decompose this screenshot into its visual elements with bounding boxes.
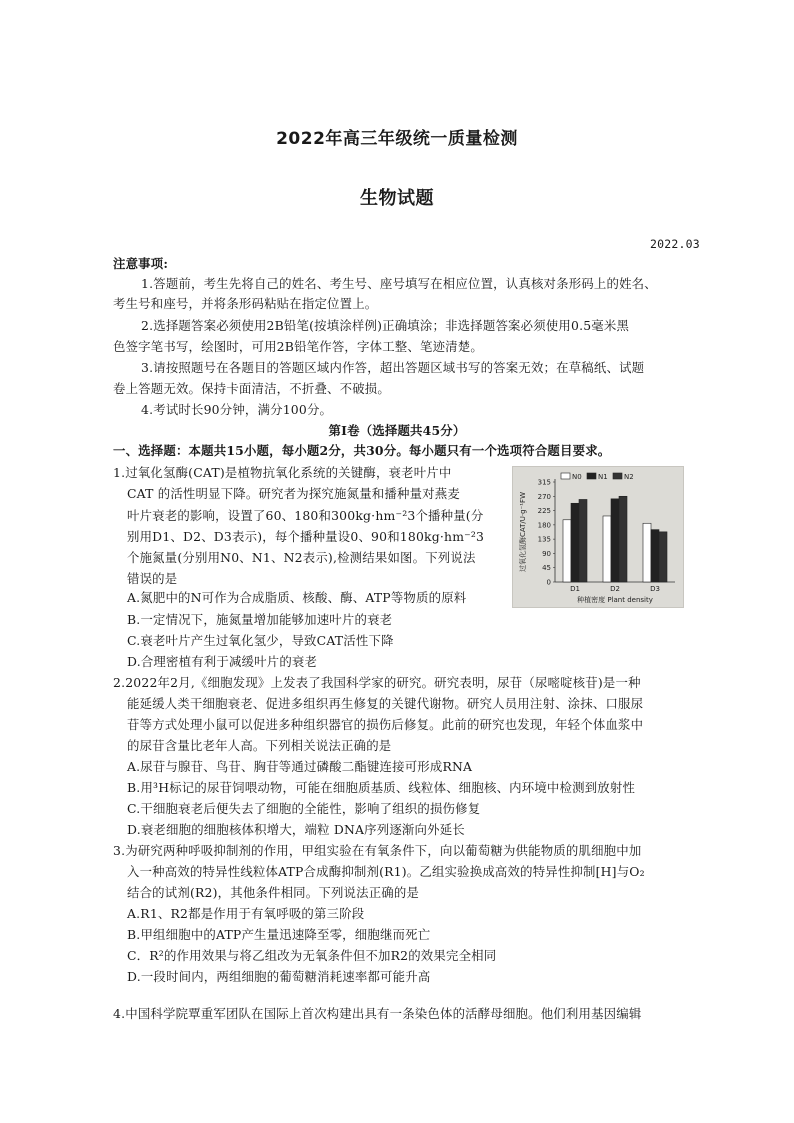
exam-title: 2022年高三年级统一质量检测 <box>276 129 518 149</box>
question-2-option-d: D.衰老细胞的细胞核体积增大，端粒 DNA序列逐渐向外延长 <box>127 822 465 837</box>
y-tick-label: 45 <box>542 564 551 573</box>
exam-subject: 生物试题 <box>360 188 434 209</box>
y-tick-label: 135 <box>537 535 551 544</box>
notes-line: 2.选择题答案必须使用2B铅笔(按填涂样例)正确填涂；非选择题答案必须使用0.5毫米黑 <box>141 318 630 333</box>
section-heading: 第Ⅰ卷（选择题共45分） <box>328 423 466 438</box>
bar-n1-d1 <box>571 503 579 582</box>
question-1-line: 个施氮量(分别用N0、N1、N2表示),检测结果如图。下列说法 <box>127 550 476 565</box>
question-2-option-a: A.尿苷与腺苷、鸟苷、胸苷等通过磷酸二酯键连接可形成RNA <box>127 759 473 774</box>
notes-line: 卷上答题无效。保持卡面清洁，不折叠、不破损。 <box>113 381 390 396</box>
question-1-option-c: C.衰老叶片产生过氧化氢少，导致CAT活性下降 <box>127 633 394 648</box>
question-1-line: 错误的是 <box>127 571 178 586</box>
question-3-option-a: A.R1、R2都是作用于有氧呼吸的第三阶段 <box>127 906 365 921</box>
section-instruction: 一、选择题：本题共15小题，每小题2分，共30分。每小题只有一个选项符合题目要求。 <box>113 443 611 458</box>
question-1-line: 别用D1、D2、D3表示)，每个播种量设0、90和180kg·hm⁻²3 <box>127 529 485 544</box>
y-tick-label: 270 <box>537 492 551 501</box>
bar-n0-d2 <box>603 516 611 582</box>
y-tick-label: 90 <box>542 549 551 558</box>
bar-n0-d3 <box>643 523 651 582</box>
question-1-line: CAT 的活性明显下降。研究者为探究施氮量和播种量对燕麦 <box>127 486 460 501</box>
y-tick-label: 315 <box>537 478 551 487</box>
y-tick-label: 180 <box>537 521 551 530</box>
bar-n2-d2 <box>619 496 627 582</box>
x-tick-label: D2 <box>610 585 620 593</box>
question-1-option-b: B.一定情况下，施氮量增加能够加速叶片的衰老 <box>127 612 393 627</box>
legend-swatch-n0 <box>561 473 570 479</box>
bar-n0-d1 <box>563 520 571 582</box>
x-tick-label: D3 <box>650 585 660 593</box>
bar-n2-d3 <box>659 532 667 582</box>
question-3-line: 3.为研究两种呼吸抑制剂的作用，甲组实验在有氧条件下，向以葡萄糖为供能物质的肌细胞中加 <box>113 843 642 858</box>
notes-line: 考生号和座号，并将条形码粘贴在指定位置上。 <box>113 296 378 311</box>
y-tick-label: 225 <box>537 507 551 516</box>
question-1-line: 1.过氧化氢酶(CAT)是植物抗氧化系统的关键酶，衰老叶片中 <box>113 465 452 480</box>
notes-line: 1.答题前，考生先将自己的姓名、考生号、座号填写在相应位置，认真核对条形码上的姓名、 <box>141 276 657 291</box>
bar-n1-d3 <box>651 530 659 582</box>
y-axis-label: 过氧化氢酶CAT/U·g⁻¹FW <box>519 491 527 573</box>
legend-label-n2: N2 <box>624 473 634 481</box>
x-axis-label: 种植密度 Plant density <box>577 596 653 604</box>
notes-line: 色签字笔书写，绘图时，可用2B铅笔作答，字体工整、笔迹清楚。 <box>113 339 483 354</box>
notes-heading: 注意事项: <box>113 256 169 271</box>
question-2-line: 2.2022年2月,《细胞发现》上发表了我国科学家的研究。研究表明，尿苷（尿嘧啶核苷)是一种 <box>113 675 641 690</box>
question-2-line: 能延缓人类干细胞衰老、促进多组织再生修复的关键代谢物。研究人员用注射、涂抹、口服尿 <box>127 696 644 711</box>
question-2-line: 苷等方式处理小鼠可以促进多种组织器官的损伤后修复。此前的研究也发现，年轻个体血浆中 <box>127 717 644 732</box>
legend-swatch-n2 <box>613 473 622 479</box>
y-tick-label: 0 <box>546 578 551 587</box>
x-tick-label: D1 <box>570 585 580 593</box>
question-2-line: 的尿苷含量比老年人高。下列相关说法正确的是 <box>127 738 392 753</box>
question-1-option-a: A.氮肥中的N可作为合成脂质、核酸、酶、ATP等物质的原料 <box>127 590 467 605</box>
cat-activity-chart <box>512 466 684 608</box>
question-3-option-c: C．R²的作用效果与将乙组改为无氧条件但不加R2的效果完全相同 <box>127 948 497 963</box>
question-3-line: 入一种高效的特异性线粒体ATP合成酶抑制剂(R1)。乙组实验换成高效的特异性抑制[H]与O₂ <box>127 864 645 879</box>
question-3-option-d: D.一段时间内，两组细胞的葡萄糖消耗速率都可能升高 <box>127 969 431 984</box>
legend-label-n0: N0 <box>572 473 582 481</box>
bar-n2-d1 <box>579 499 587 582</box>
legend-swatch-n1 <box>587 473 596 479</box>
question-4-line: 4.中国科学院覃重军团队在国际上首次构建出具有一条染色体的活酵母细胞。他们利用基因编辑 <box>113 1006 642 1021</box>
question-3-line: 结合的试剂(R2)，其他条件相同。下列说法正确的是 <box>127 885 420 900</box>
question-3-option-b: B.甲组细胞中的ATP产生量迅速降至零，细胞继而死亡 <box>127 927 431 942</box>
cat-chart-svg <box>513 467 683 607</box>
notes-line: 3.请按照题号在各题目的答题区域内作答，超出答题区域书写的答案无效；在草稿纸、试题 <box>141 360 645 375</box>
question-2-option-c: C.干细胞衰老后便失去了细胞的全能性，影响了组织的损伤修复 <box>127 801 481 816</box>
bar-n1-d2 <box>611 499 619 582</box>
question-1-line: 叶片衰老的影响，设置了60、180和300kg·hm⁻²3个播种量(分 <box>127 508 484 523</box>
legend-label-n1: N1 <box>598 473 608 481</box>
notes-line: 4.考试时长90分钟，满分100分。 <box>141 402 333 417</box>
question-2-option-b: B.用³H标记的尿苷饲喂动物，可能在细胞质基质、线粒体、细胞核、内环境中检测到放射性 <box>127 780 636 795</box>
exam-date: 2022.03 <box>650 237 700 251</box>
question-1-option-d: D.合理密植有利于减缓叶片的衰老 <box>127 654 318 669</box>
